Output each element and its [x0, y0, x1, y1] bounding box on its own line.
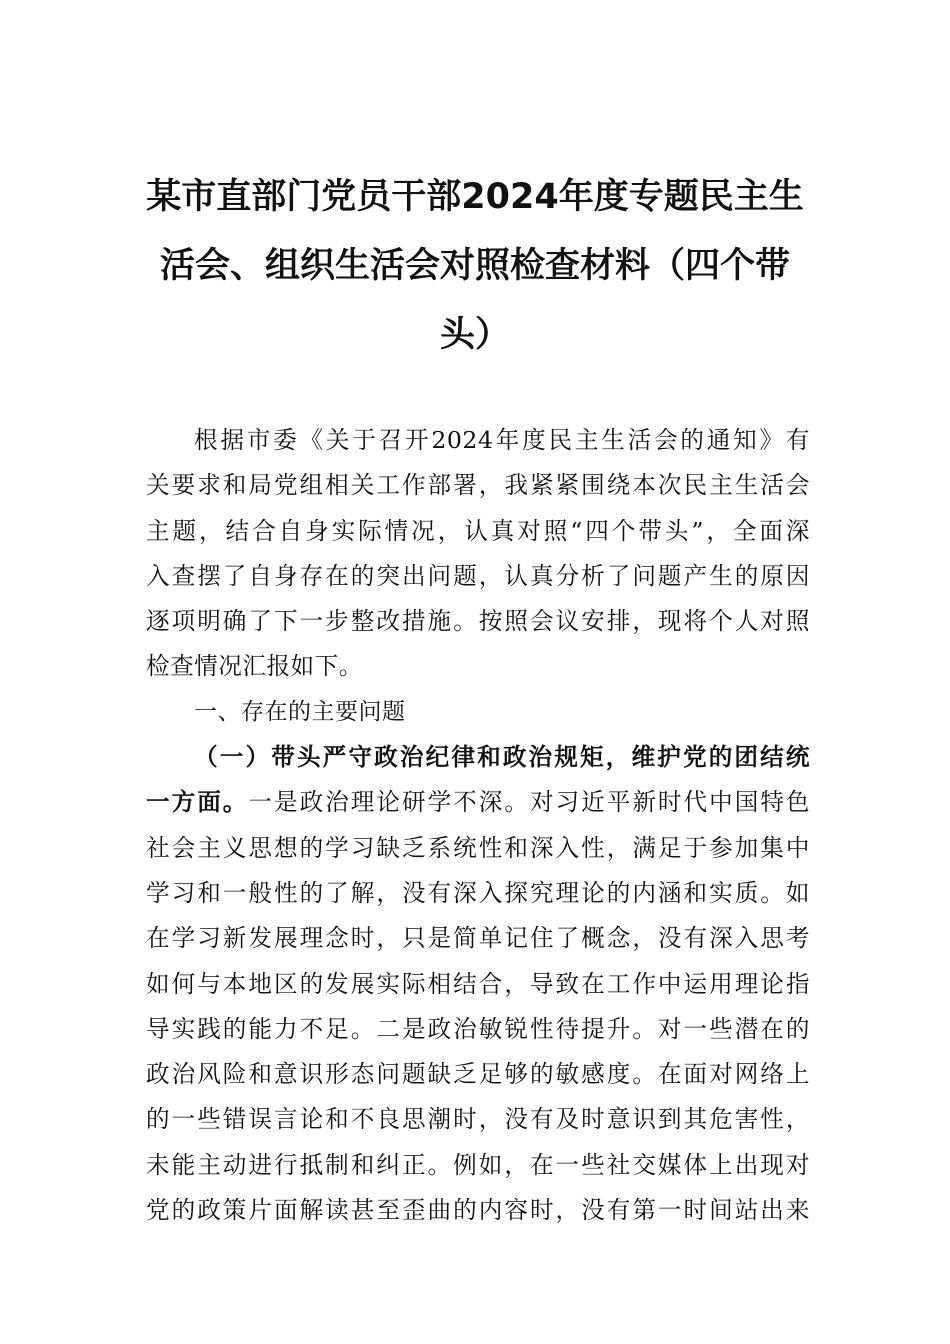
body-line: [146, 780, 810, 825]
body-line: 导实践的能力不足。二是政治敏锐性待提升。对一些潜在的: [146, 1014, 810, 1043]
intro-line: 关要求和局党组相关工作部署，我紧紧围绕本次民主生活会: [146, 471, 810, 500]
body-line-text: 一是政治理论研学不深。对习近平新时代中国特色: [248, 788, 811, 817]
title-line: 头）: [439, 315, 510, 355]
intro-line: 根据市委《关于召开2024年度民主生活会的通知》有: [194, 426, 810, 454]
title-line: 某市直部门党员干部2024年度专题民主生: [146, 177, 804, 217]
title-line: 活会、组织生活会对照检查材料（四个带: [159, 246, 790, 286]
body-line: 未能主动进行抵制和纠正。例如，在一些社交媒体上出现对: [146, 1150, 810, 1179]
body-line: 党的政策片面解读甚至歪曲的内容时，没有第一时间站出来: [146, 1196, 810, 1225]
document-title: [140, 163, 810, 370]
body-line: 如何与本地区的发展实际相结合，导致在工作中运用理论指: [146, 969, 810, 998]
intro-line: 入查摆了自身存在的突出问题，认真分析了问题产生的原因: [146, 561, 810, 590]
body-line: 在学习新发展理念时，只是简单记住了概念，没有深入思考: [146, 924, 810, 953]
subsection-heading-end: 一方面。: [146, 788, 249, 817]
intro-line: 主题，结合自身实际情况，认真对照“四个带头”，全面深: [146, 516, 810, 545]
body-line: 社会主义思想的学习缺乏系统性和深入性，满足于参加集中: [146, 833, 810, 862]
body-line: 学习和一般性的了解，没有深入探究理论的内涵和实质。如: [146, 878, 810, 907]
body-line: 的一些错误言论和不良思潮时，没有及时意识到其危害性，: [146, 1105, 810, 1134]
subsection-heading: （一）带头严守政治纪律和政治规矩，维护党的团结统: [194, 743, 810, 772]
document-body: [146, 418, 810, 1233]
intro-line: 检查情况汇报如下。: [146, 652, 363, 681]
intro-line: 逐项明确了下一步整改措施。按照会议安排，现将个人对照: [146, 607, 810, 636]
section-heading: 一、存在的主要问题: [194, 698, 406, 725]
body-line: 政治风险和意识形态问题缺乏足够的敏感度。在面对网络上: [146, 1060, 810, 1089]
